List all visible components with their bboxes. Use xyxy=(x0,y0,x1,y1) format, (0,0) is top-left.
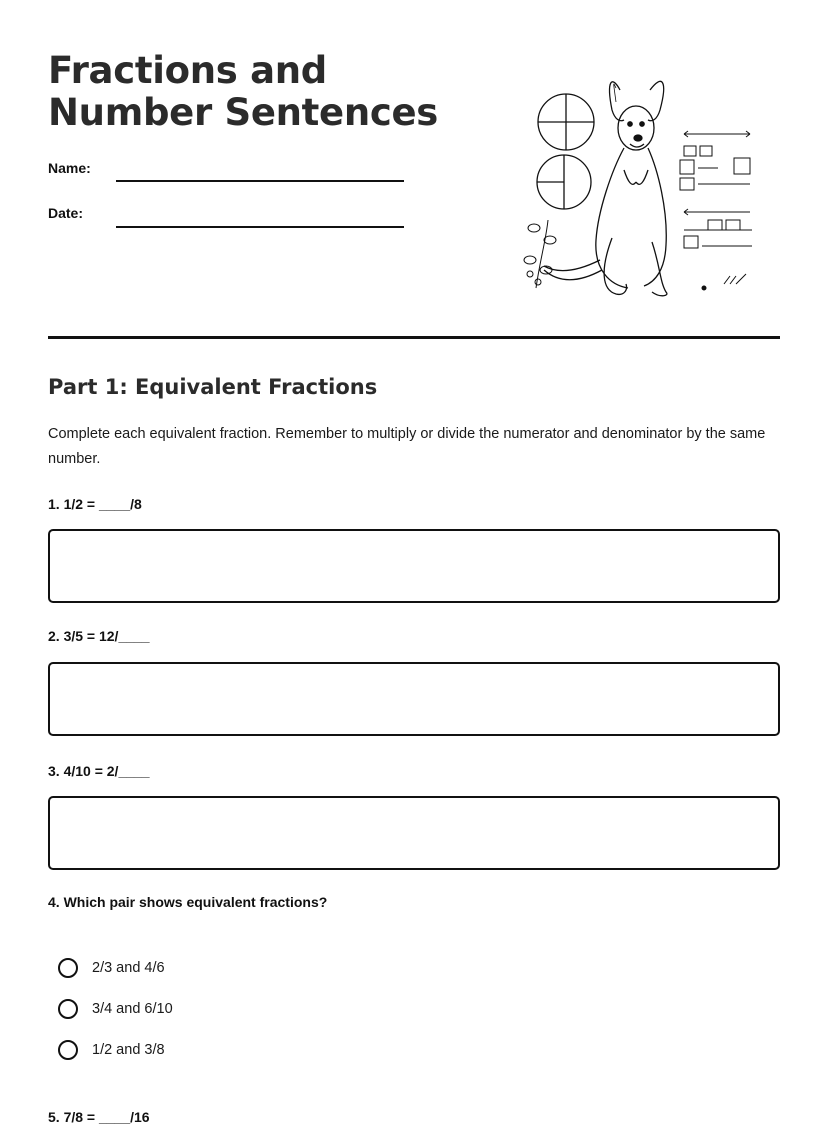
question-4-label: 4. Which pair shows equivalent fractions? xyxy=(48,894,328,910)
option-3-label: 1/2 and 3/8 xyxy=(92,1042,165,1058)
date-label: Date: xyxy=(48,205,84,221)
option-2[interactable] xyxy=(58,997,173,1021)
plant-icon xyxy=(524,220,556,288)
part1-instructions: Complete each equivalent fraction. Remember to multiply or divide the numerator and denominator by the same number. xyxy=(48,426,766,467)
kangaroo-illustration xyxy=(520,70,760,302)
kangaroo-icon xyxy=(544,81,667,295)
question-1-label: 1. 1/2 = ____/8 xyxy=(48,496,142,512)
number-line-icon xyxy=(680,131,752,290)
question-1-answer-box[interactable] xyxy=(48,529,780,603)
question-2-answer-box[interactable] xyxy=(48,662,780,736)
header-divider xyxy=(48,336,780,339)
question-2-label: 2. 3/5 = 12/____ xyxy=(48,628,150,644)
question-3-answer-box[interactable] xyxy=(48,796,780,870)
radio-button[interactable] xyxy=(58,999,78,1019)
option-2-label: 3/4 and 6/10 xyxy=(92,1001,173,1017)
option-3[interactable] xyxy=(58,1038,165,1062)
option-1[interactable] xyxy=(58,956,165,980)
radio-button[interactable] xyxy=(58,958,78,978)
name-line[interactable] xyxy=(116,180,404,182)
question-5-label: 5. 7/8 = ____/16 xyxy=(48,1109,150,1125)
fraction-circle-icon xyxy=(537,155,591,209)
fraction-circle-icon xyxy=(538,94,594,150)
worksheet-title: Fractions and Number Sentences xyxy=(48,49,439,134)
question-3-label: 3. 4/10 = 2/____ xyxy=(48,763,150,779)
date-line[interactable] xyxy=(116,226,404,228)
radio-button[interactable] xyxy=(58,1040,78,1060)
option-1-label: 2/3 and 4/6 xyxy=(92,960,165,976)
part1-title: Part 1: Equivalent Fractions xyxy=(48,375,378,399)
name-label: Name: xyxy=(48,160,91,176)
